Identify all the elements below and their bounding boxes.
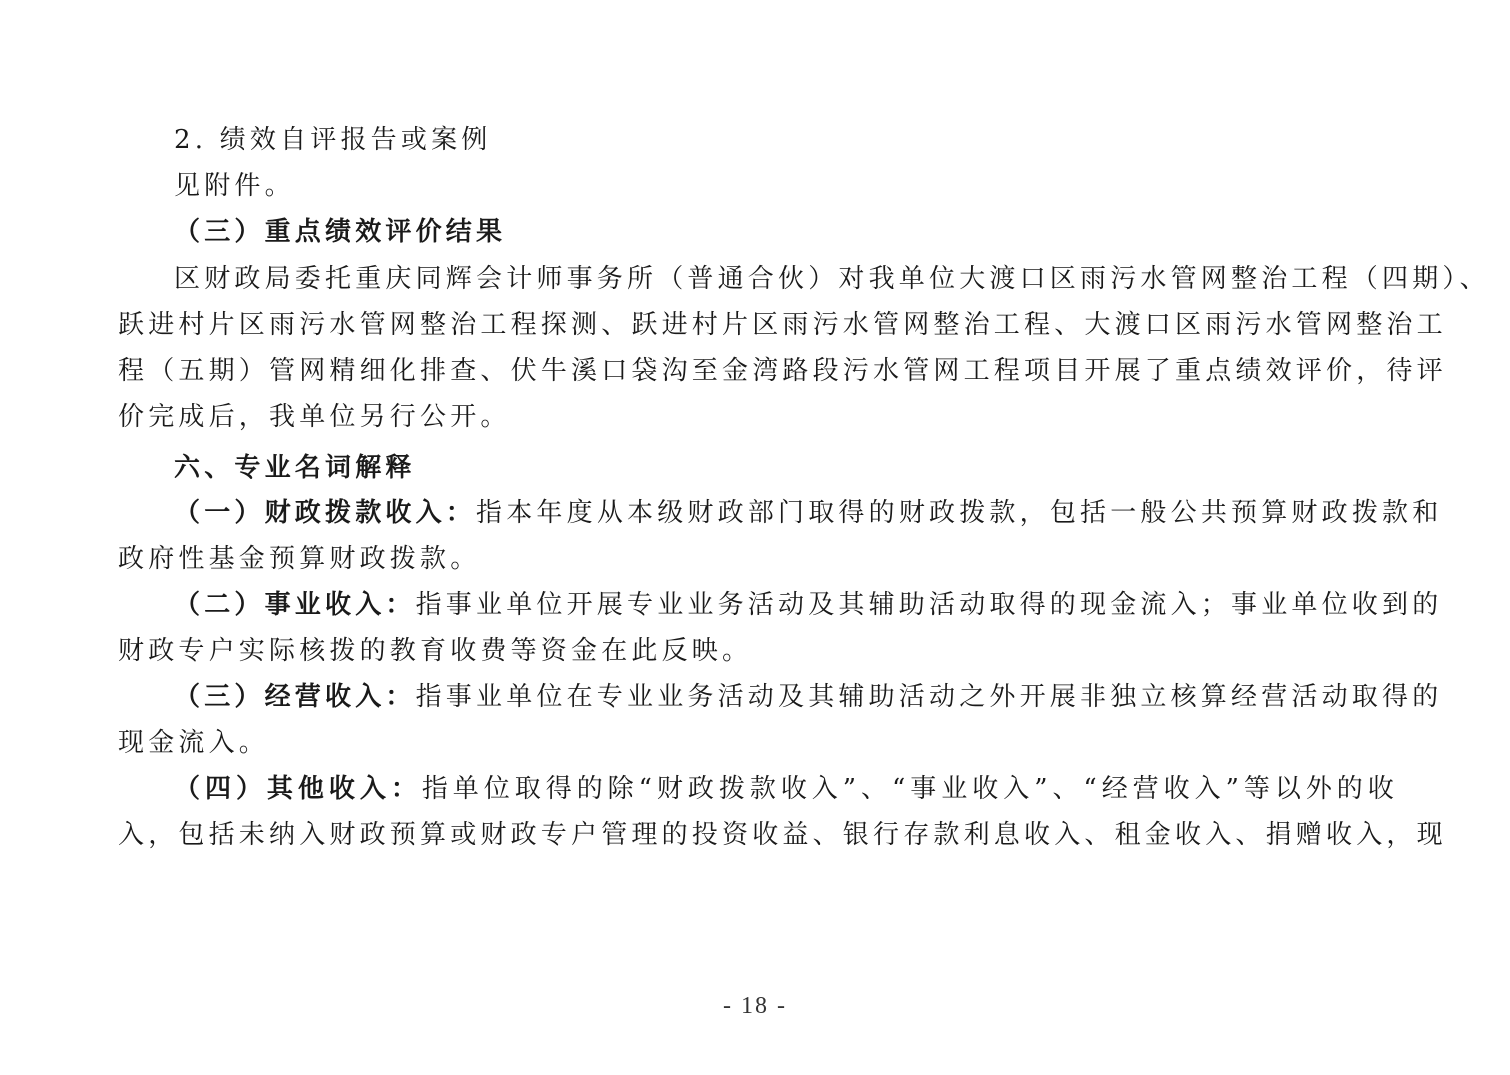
section-6-heading: 六、专业名词解释	[174, 453, 416, 483]
term-4-label: （四）其他收入：	[174, 774, 422, 804]
term-4-line	[174, 766, 1398, 812]
term-2-label: （二）事业收入：	[174, 590, 416, 620]
section-3-heading: （三）重点绩效评价结果	[174, 217, 507, 247]
section-3-paragraph-line: 程（五期）管网精细化排查、伏牛溪口袋沟至金湾路段污水管网工程项目开展了重点绩效评价，待评	[118, 356, 1447, 386]
section-3-paragraph-line: 跃进村片区雨污水管网整治工程探测、跃进村片区雨污水管网整治工程、大渡口区雨污水管网整治工	[118, 310, 1447, 340]
term-3-continuation: 现金流入。	[118, 728, 270, 758]
term-4-continuation: 入，包括未纳入财政预算或财政专户管理的投资收益、银行存款利息收入、租金收入、捐赠收入，现	[118, 820, 1447, 850]
term-2-definition: 指事业单位开展专业业务活动及其辅助活动取得的现金流入；事业单位收到的	[415, 590, 1443, 620]
term-1-label: （一）财政拨款收入：	[174, 498, 477, 528]
page-number: - 18 -	[723, 993, 787, 1019]
term-2-line	[174, 582, 1443, 628]
term-2-continuation: 财政专户实际核拨的教育收费等资金在此反映。	[118, 636, 753, 666]
section-2-body: 见附件。	[174, 171, 295, 201]
term-4-definition: 指单位取得的除“财政拨款收入”、“事业收入”、“经营收入”等以外的收	[421, 774, 1398, 804]
term-1-continuation: 政府性基金预算财政拨款。	[118, 544, 481, 574]
term-3-label: （三）经营收入：	[174, 682, 416, 712]
section-3-paragraph-line: 区财政局委托重庆同辉会计师事务所（普通合伙）对我单位大渡口区雨污水管网整治工程（四期）、	[174, 264, 1490, 294]
term-3-line	[174, 674, 1443, 720]
term-1-line	[174, 490, 1443, 536]
term-3-definition: 指事业单位在专业业务活动及其辅助活动之外开展非独立核算经营活动取得的	[415, 682, 1443, 712]
section-2-heading: 2. 绩效自评报告或案例	[174, 125, 492, 155]
term-1-definition: 指本年度从本级财政部门取得的财政拨款，包括一般公共预算财政拨款和	[476, 498, 1443, 528]
section-3-paragraph-line: 价完成后，我单位另行公开。	[118, 402, 511, 432]
